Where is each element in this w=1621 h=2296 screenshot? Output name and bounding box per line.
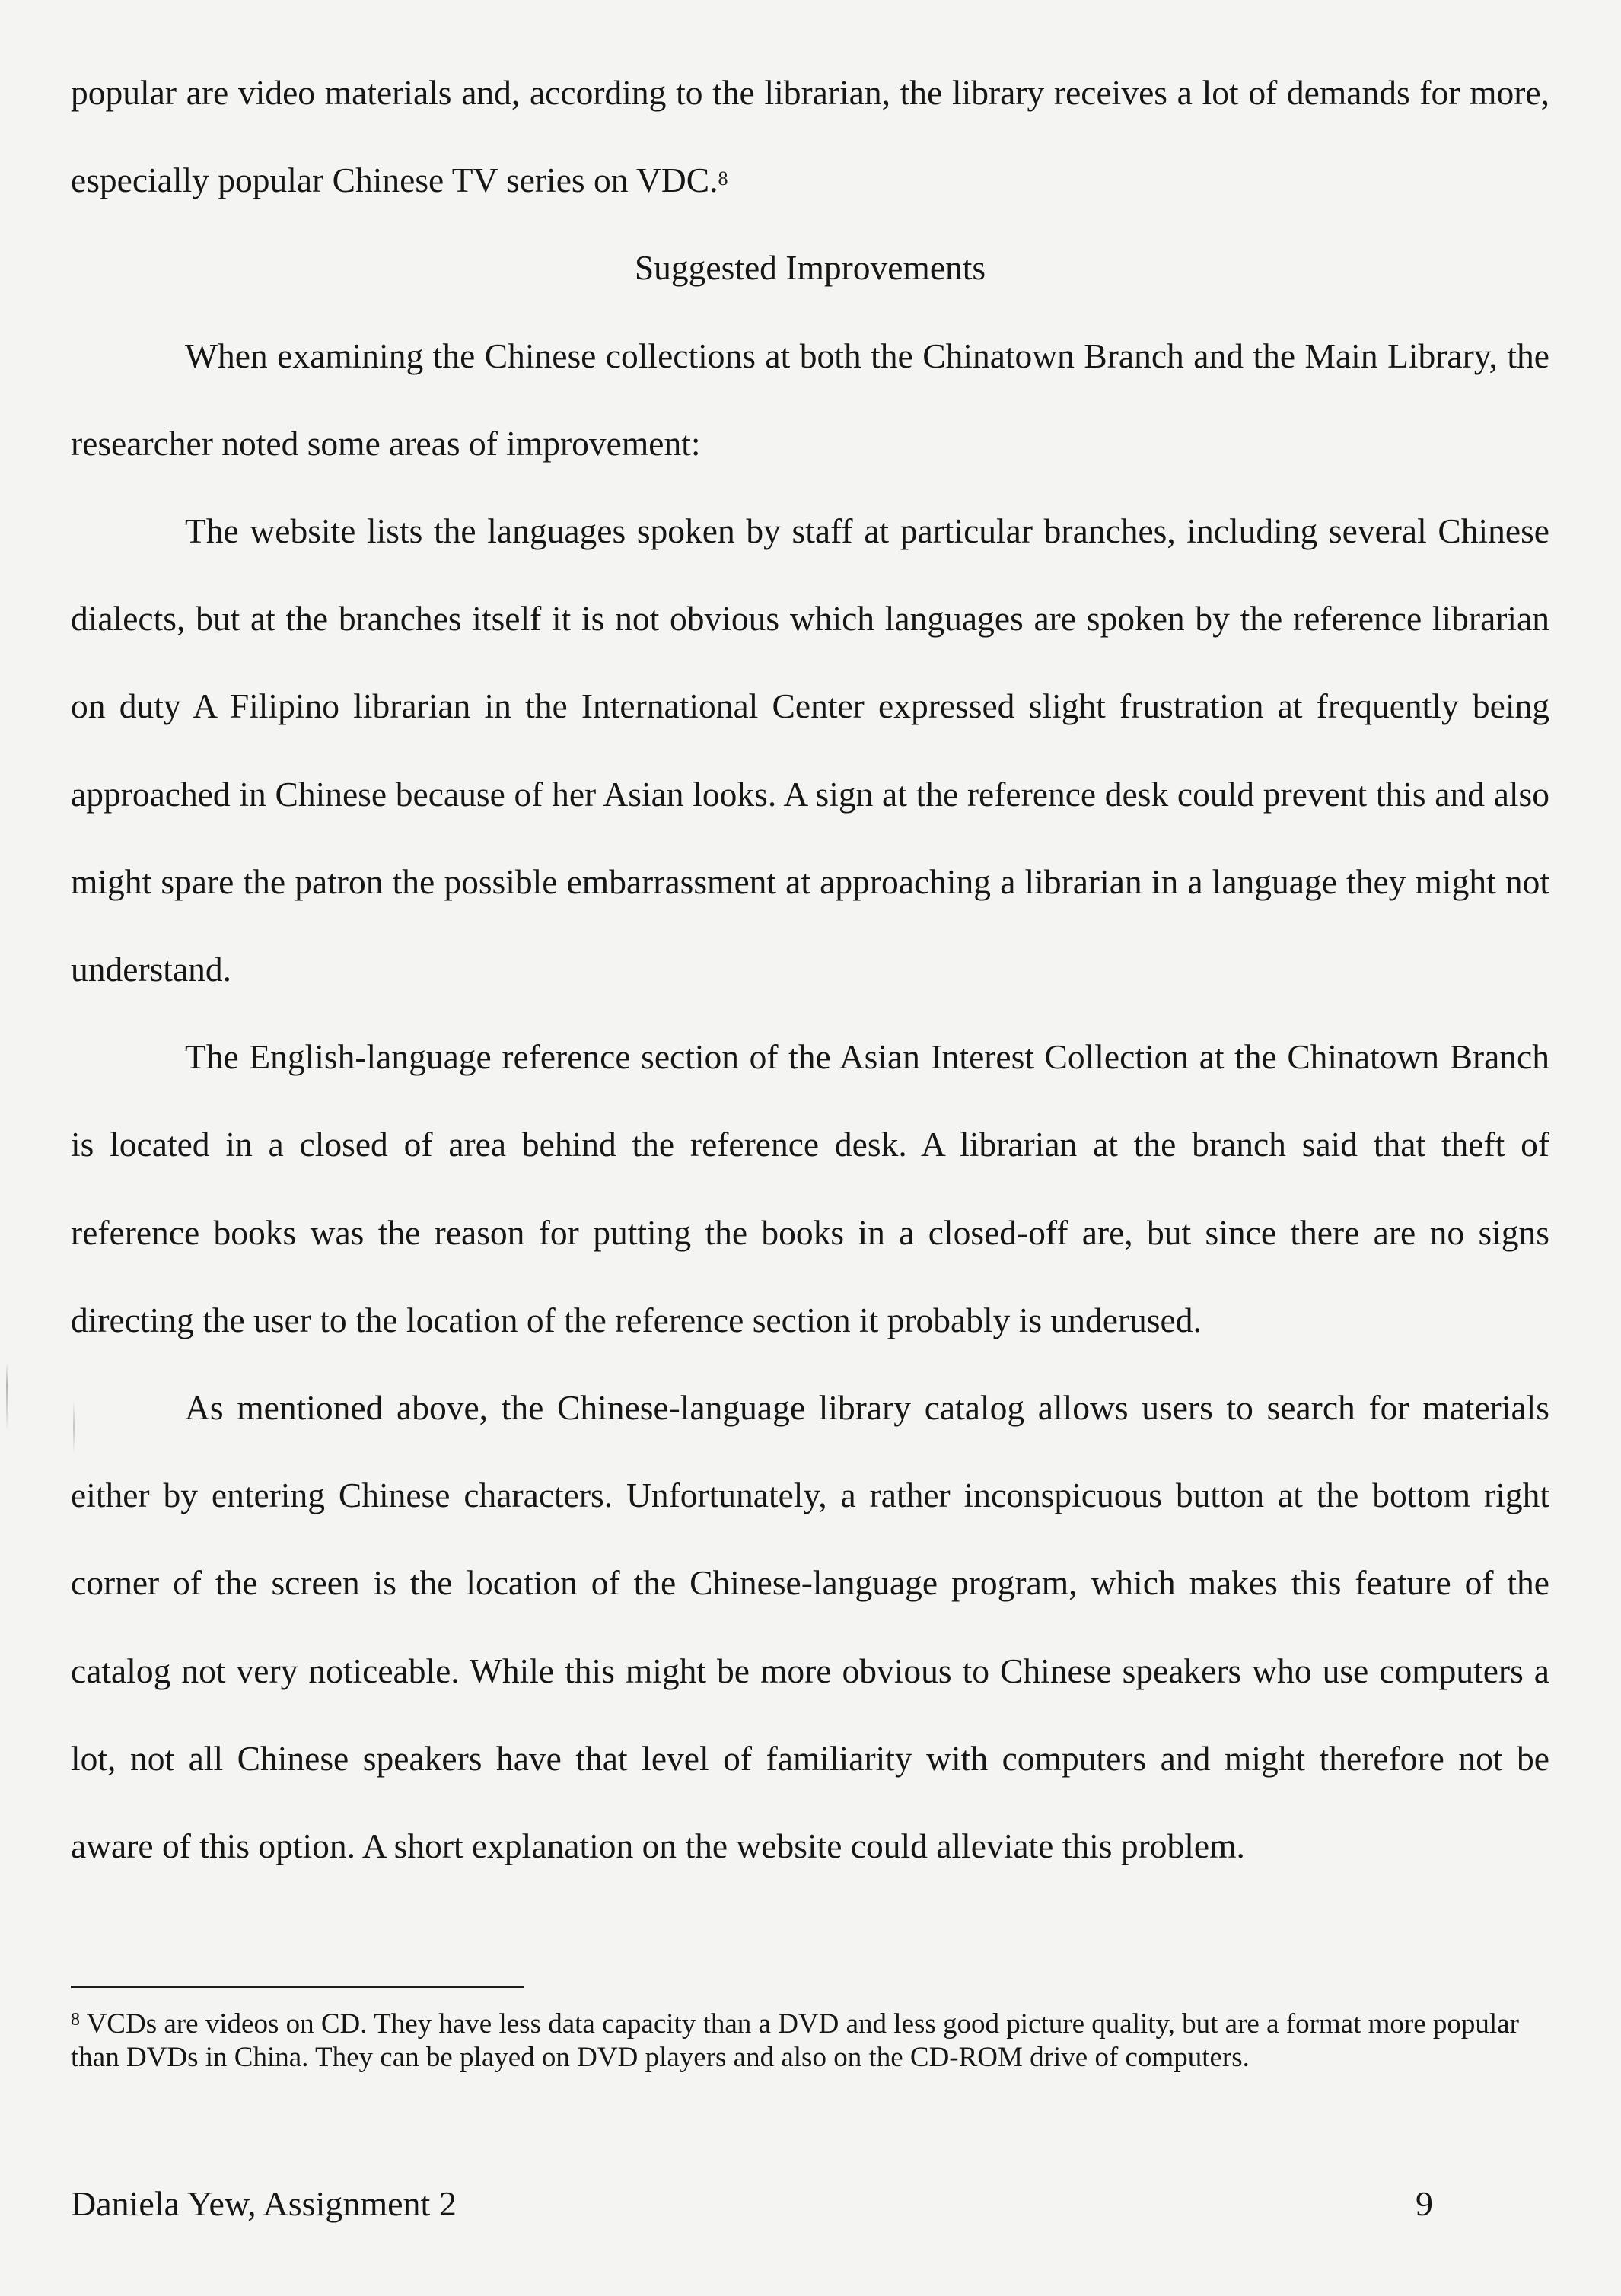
paragraph-catalog: As mentioned above, the Chinese-language library catalog allows users to search for materials either by entering Chinese characters. Unfortunately, a rather inconspicuous button at the bottom right corner of the screen is the location of the Chinese-language program, which makes this feature of the catalog not very noticeable. While this might be more obvious to Chinese speakers who use computers a lot, not all Chinese speakers have that level of familiarity with computers and might therefore not be aware of this option. A short explanation on the website could alleviate this problem. (71, 1388, 1549, 1866)
scan-artifact (6, 1362, 8, 1431)
paragraph-reference: The English-language reference section of the Asian Interest Collection at the Chinatown Branch is located in a closed of area behind the reference desk. A librarian at the branch said that theft of reference books was the reason for putting the books in a closed-off are, but since there are no signs directing the user to the location of the reference section it probably is underused. (71, 1037, 1549, 1339)
paragraph-languages: The website lists the languages spoken by staff at particular branches, including several Chinese dialects, but at the branches itself it is not obvious which languages are spoken by the reference librarian on duty A Filipino librarian in the International Center expressed slight frustration at frequently being approached in Chinese because of her Asian looks. A sign at the reference desk could prevent this and also might spare the patron the possible embarrassment at approaching a librarian in a language they might not understand. (71, 511, 1549, 989)
paragraph-continued (71, 49, 1549, 224)
paragraph-intro: When examining the Chinese collections at both the Chinatown Branch and the Main Library, the researcher noted some areas of improvement: (71, 336, 1549, 463)
footer-author: Daniela Yew, Assignment 2 (71, 2184, 457, 2223)
page-number: 9 (1416, 2184, 1433, 2223)
section-heading: Suggested Improvements (634, 248, 986, 288)
footnote-reference: 8 (718, 167, 728, 190)
footnote-separator (71, 1986, 524, 1988)
footnote-number: 8 (71, 2010, 80, 2030)
paragraph-continued-text: popular are video materials and, according to the librarian, the library receives a lot of demands for more, especially popular Chinese TV series on VDC. (71, 73, 1549, 200)
body-text (71, 49, 1549, 1890)
footnote-text: VCDs are videos on CD. They have less data capacity than a DVD and less good picture quality, but are a format more popular than DVDs in China. They can be played on DVD players and also on the CD-ROM drive of computers. (71, 2008, 1519, 2073)
footnote (71, 2008, 1549, 2075)
